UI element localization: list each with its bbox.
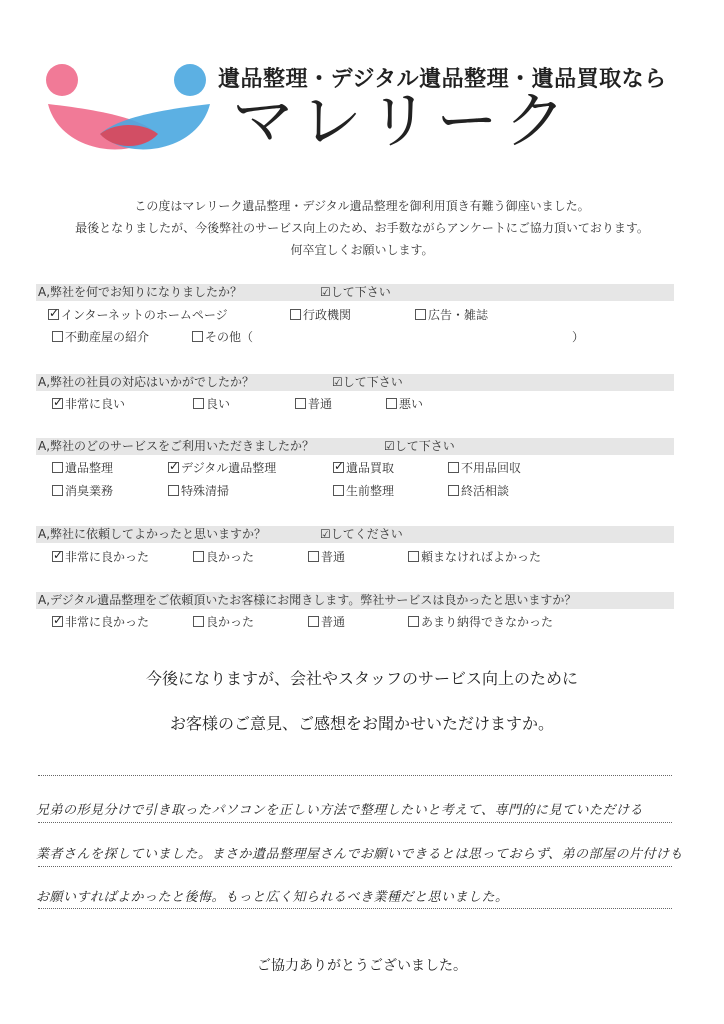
question-3-hint: ☑して下さい xyxy=(384,439,455,453)
q1-other-close-paren: ） xyxy=(572,330,585,344)
closing-line-2: お客様のご意見、ご感想をお聞かせいただけますか。 xyxy=(169,714,554,733)
checkbox-q3-5[interactable] xyxy=(168,485,179,496)
intro-line-3: 何卒宜しくお願いします。 xyxy=(290,243,434,257)
q5-option-good[interactable]: 良かった xyxy=(193,615,254,629)
checkbox-q3-4[interactable] xyxy=(52,485,63,496)
checkbox-q5-0[interactable] xyxy=(52,616,63,627)
handwritten-comment-line-1: 兄弟の形見分けで引き取ったパソコンを正しい方法で整理したいと考えて、専門的に見ていただける xyxy=(36,803,643,818)
checkbox-q5-2[interactable] xyxy=(308,616,319,627)
checkbox-q1-3[interactable] xyxy=(52,331,63,342)
comment-rule-4 xyxy=(38,908,672,909)
q5-option-normal[interactable]: 普通 xyxy=(308,615,345,629)
q2-option-good[interactable]: 良い xyxy=(193,397,230,411)
checkbox-q1-0[interactable] xyxy=(48,309,59,320)
question-1-bar xyxy=(36,284,674,301)
checkbox-q3-1[interactable] xyxy=(168,462,179,473)
q5-option-very-good[interactable]: ✓非常に良かった xyxy=(52,615,149,629)
q4-option-good[interactable]: 良かった xyxy=(193,550,254,564)
q1-option-government[interactable]: 行政機関 xyxy=(290,308,351,322)
closing-line-1: 今後になりますが、会社やスタッフのサービス向上のために xyxy=(145,669,578,688)
checkbox-q2-2[interactable] xyxy=(295,398,306,409)
q5-option-unsatisfied[interactable]: あまり納得できなかった xyxy=(408,615,553,629)
checkbox-q3-7[interactable] xyxy=(448,485,459,496)
question-2-bar xyxy=(36,374,674,391)
handwritten-comment-line-2: 業者さんを探していました。まさか遺品整理屋さんでお願いできるとは思っておらず、弟の部屋の片付けも xyxy=(36,847,683,862)
checkbox-q3-3[interactable] xyxy=(448,462,459,473)
question-4-hint: ☑してください xyxy=(320,527,403,541)
q1-option-realestate[interactable]: 不動産屋の紹介 xyxy=(52,330,149,344)
checkbox-q2-0[interactable] xyxy=(52,398,63,409)
q3-option-shoshu[interactable]: 消臭業務 xyxy=(52,484,113,498)
intro-line-2: 最後となりましたが、今後弊社のサービス向上のため、お手数ながらアンケートにご協力頂いております。 xyxy=(75,221,649,235)
q3-option-seizen[interactable]: 生前整理 xyxy=(333,484,394,498)
checkbox-q3-0[interactable] xyxy=(52,462,63,473)
checkbox-q2-3[interactable] xyxy=(386,398,397,409)
handwritten-comment-line-3: お願いすればよかったと後悔。もっと広く知られるべき業種だと思いました。 xyxy=(36,890,509,905)
question-5-text: A,デジタル遺品整理をご依頼頂いたお客様にお聞きします。弊社サービスは良かったと思いますか？ xyxy=(38,593,577,607)
checkbox-q4-0[interactable] xyxy=(52,551,63,562)
question-1-hint: ☑して下さい xyxy=(320,285,391,299)
q2-option-very-good[interactable]: ✓非常に良い xyxy=(52,397,125,411)
checkbox-q4-2[interactable] xyxy=(308,551,319,562)
intro-line-1: この度はマレリーク遺品整理・デジタル遺品整理を御利用頂き有難う御座いました。 xyxy=(134,199,590,213)
thanks-message: ご協力ありがとうございました。 xyxy=(257,958,467,974)
comment-rule-2 xyxy=(38,822,672,823)
q3-option-kaitori[interactable]: ✓ 遺品買取 xyxy=(333,461,394,475)
q2-option-bad[interactable]: 悪い xyxy=(386,397,423,411)
header-tagline: 遺品整理・デジタル遺品整理・遺品買取なら xyxy=(218,67,667,92)
checkbox-q1-4[interactable] xyxy=(192,331,203,342)
question-1-text: A,弊社を何でお知りになりましたか？ xyxy=(38,285,243,299)
q3-option-digital[interactable]: ✓ デジタル遺品整理 xyxy=(168,461,276,475)
q3-option-fuyouhin[interactable]: 不用品回収 xyxy=(448,461,521,475)
checkbox-q5-1[interactable] xyxy=(193,616,204,627)
checkbox-q3-6[interactable] xyxy=(333,485,344,496)
brand-name: マレリーク xyxy=(232,84,573,157)
q3-option-tokushu[interactable]: 特殊清掃 xyxy=(168,484,229,498)
comment-rule-3 xyxy=(38,866,672,867)
q3-option-shukatsu[interactable]: 終活相談 xyxy=(448,484,509,498)
checkbox-q4-1[interactable] xyxy=(193,551,204,562)
question-3-text: A,弊社のどのサービスをご利用いただきましたか？ xyxy=(38,439,315,453)
q1-option-internet[interactable]: ✓インターネットのホームページ xyxy=(48,308,228,322)
checkbox-q2-1[interactable] xyxy=(193,398,204,409)
question-3-bar xyxy=(36,438,674,455)
checkbox-q4-3[interactable] xyxy=(408,551,419,562)
q2-option-normal[interactable]: 普通 xyxy=(295,397,332,411)
q1-option-other[interactable]: その他（ xyxy=(192,330,253,344)
checkbox-q3-2[interactable] xyxy=(333,462,344,473)
question-2-hint: ☑して下さい xyxy=(332,375,403,389)
question-2-text: A,弊社の社員の対応はいかがでしたか？ xyxy=(38,375,255,389)
checkbox-q1-2[interactable] xyxy=(415,309,426,320)
question-5-bar xyxy=(36,592,674,609)
brand-logo-icon xyxy=(40,62,215,162)
question-4-bar xyxy=(36,526,674,543)
comment-rule-1 xyxy=(38,775,672,776)
question-4-text: A,弊社に依頼してよかったと思いますか？ xyxy=(38,527,267,541)
q4-option-normal[interactable]: 普通 xyxy=(308,550,345,564)
checkbox-q5-3[interactable] xyxy=(408,616,419,627)
q4-option-very-good[interactable]: ✓非常に良かった xyxy=(52,550,149,564)
q3-option-ihin-seiri[interactable]: 遺品整理 xyxy=(52,461,113,475)
q1-option-ads[interactable]: 広告・雑誌 xyxy=(415,308,488,322)
q4-option-regret[interactable]: 頼まなければよかった xyxy=(408,550,541,564)
checkbox-q1-1[interactable] xyxy=(290,309,301,320)
